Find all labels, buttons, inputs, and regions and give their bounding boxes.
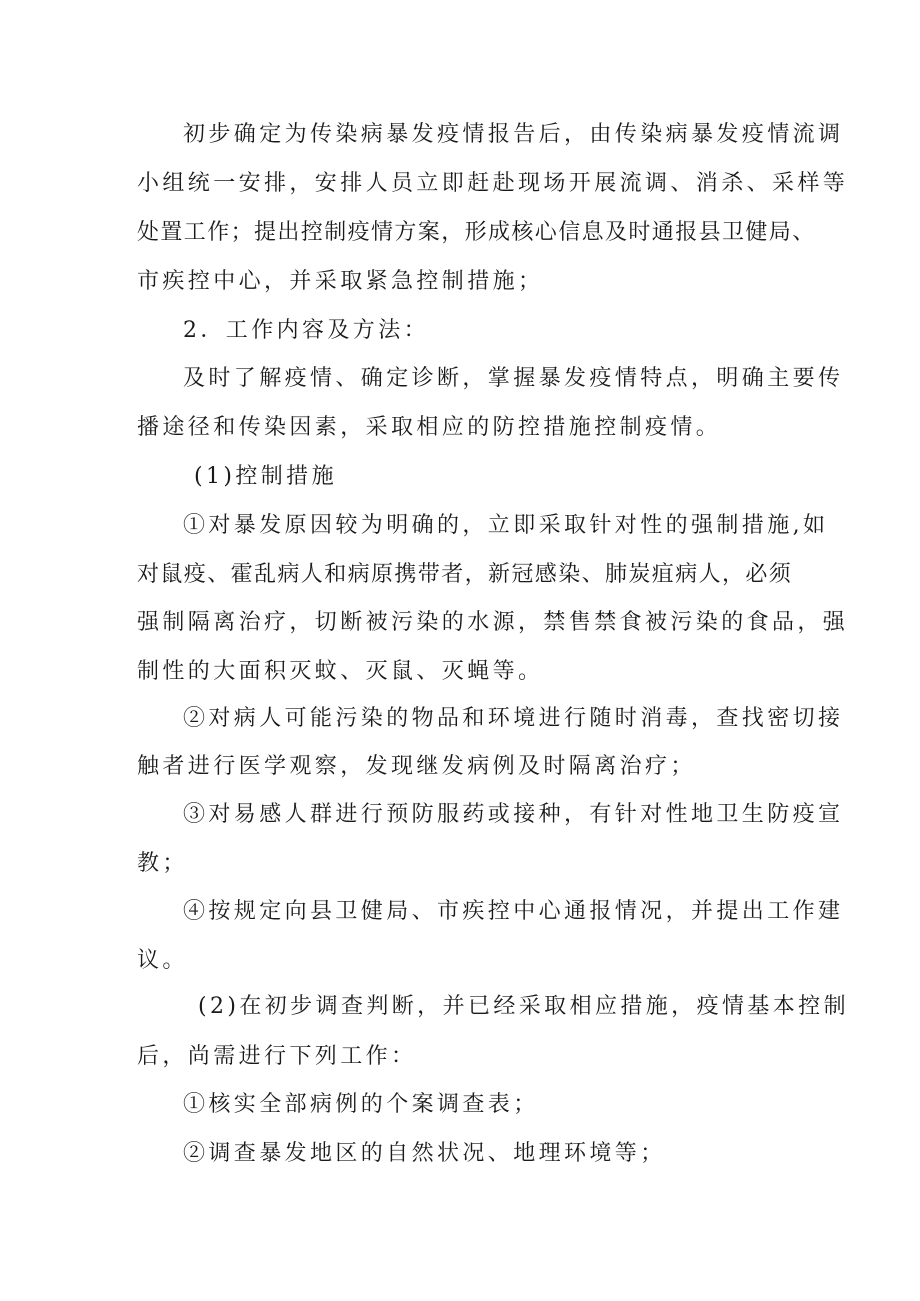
paragraph-line: ①对暴发原因较为明确的，立即采取针对性的强制措施,如: [183, 513, 829, 538]
list-item: ②调查暴发地区的自然状况、地理环境等；: [183, 1141, 666, 1166]
section-heading: 2．工作内容及方法：: [183, 318, 429, 343]
paragraph-line: 触者进行医学观察，发现继发病例及时隔离治疗；: [137, 754, 696, 779]
paragraph-line: 强制隔离治疗，切断被污染的水源，禁售禁食被污染的食品，强: [137, 610, 849, 635]
paragraph-line: 处置工作；提出控制疫情方案，形成核心信息及时通报县卫健局、: [137, 220, 816, 245]
paragraph-line: 后，尚需进行下列工作：: [137, 1044, 417, 1069]
paragraph-line: 市疾控中心，并采取紧急控制措施；: [137, 269, 544, 294]
subsection-heading: (1)控制措施: [194, 464, 337, 489]
paragraph-line: 教；: [137, 851, 188, 876]
subsection-heading: (2)在初步调查判断，并已经采取相应措施，疫情基本控制: [198, 994, 849, 1019]
list-item: ①核实全部病例的个案调查表；: [183, 1092, 539, 1117]
paragraph-line: 初步确定为传染病暴发疫情报告后，由传染病暴发疫情流调: [183, 122, 844, 147]
paragraph-line: 播途径和传染因素，采取相应的防控措施控制疫情。: [137, 415, 722, 440]
paragraph-line: 小组统一安排，安排人员立即赶赴现场开展流调、消杀、采样等: [137, 171, 849, 196]
paragraph-line: 及时了解疫情、确定诊断，掌握暴发疫情特点，明确主要传: [183, 366, 844, 391]
paragraph-line: ③对易感人群进行预防服药或接种，有针对性地卫生防疫宣: [183, 802, 844, 827]
paragraph-line: 制性的大面积灭蚊、灭鼠、灭蝇等。: [137, 659, 544, 684]
paragraph-line: 对鼠疫、霍乱病人和病原携带者，新冠感染、肺炭疽病人，必须: [137, 562, 793, 587]
paragraph-line: ②对病人可能污染的物品和环境进行随时消毒，查找密切接: [183, 706, 844, 731]
paragraph-line: ④按规定向县卫健局、市疾控中心通报情况，并提出工作建: [183, 899, 844, 924]
paragraph-line: 议。: [137, 948, 188, 973]
